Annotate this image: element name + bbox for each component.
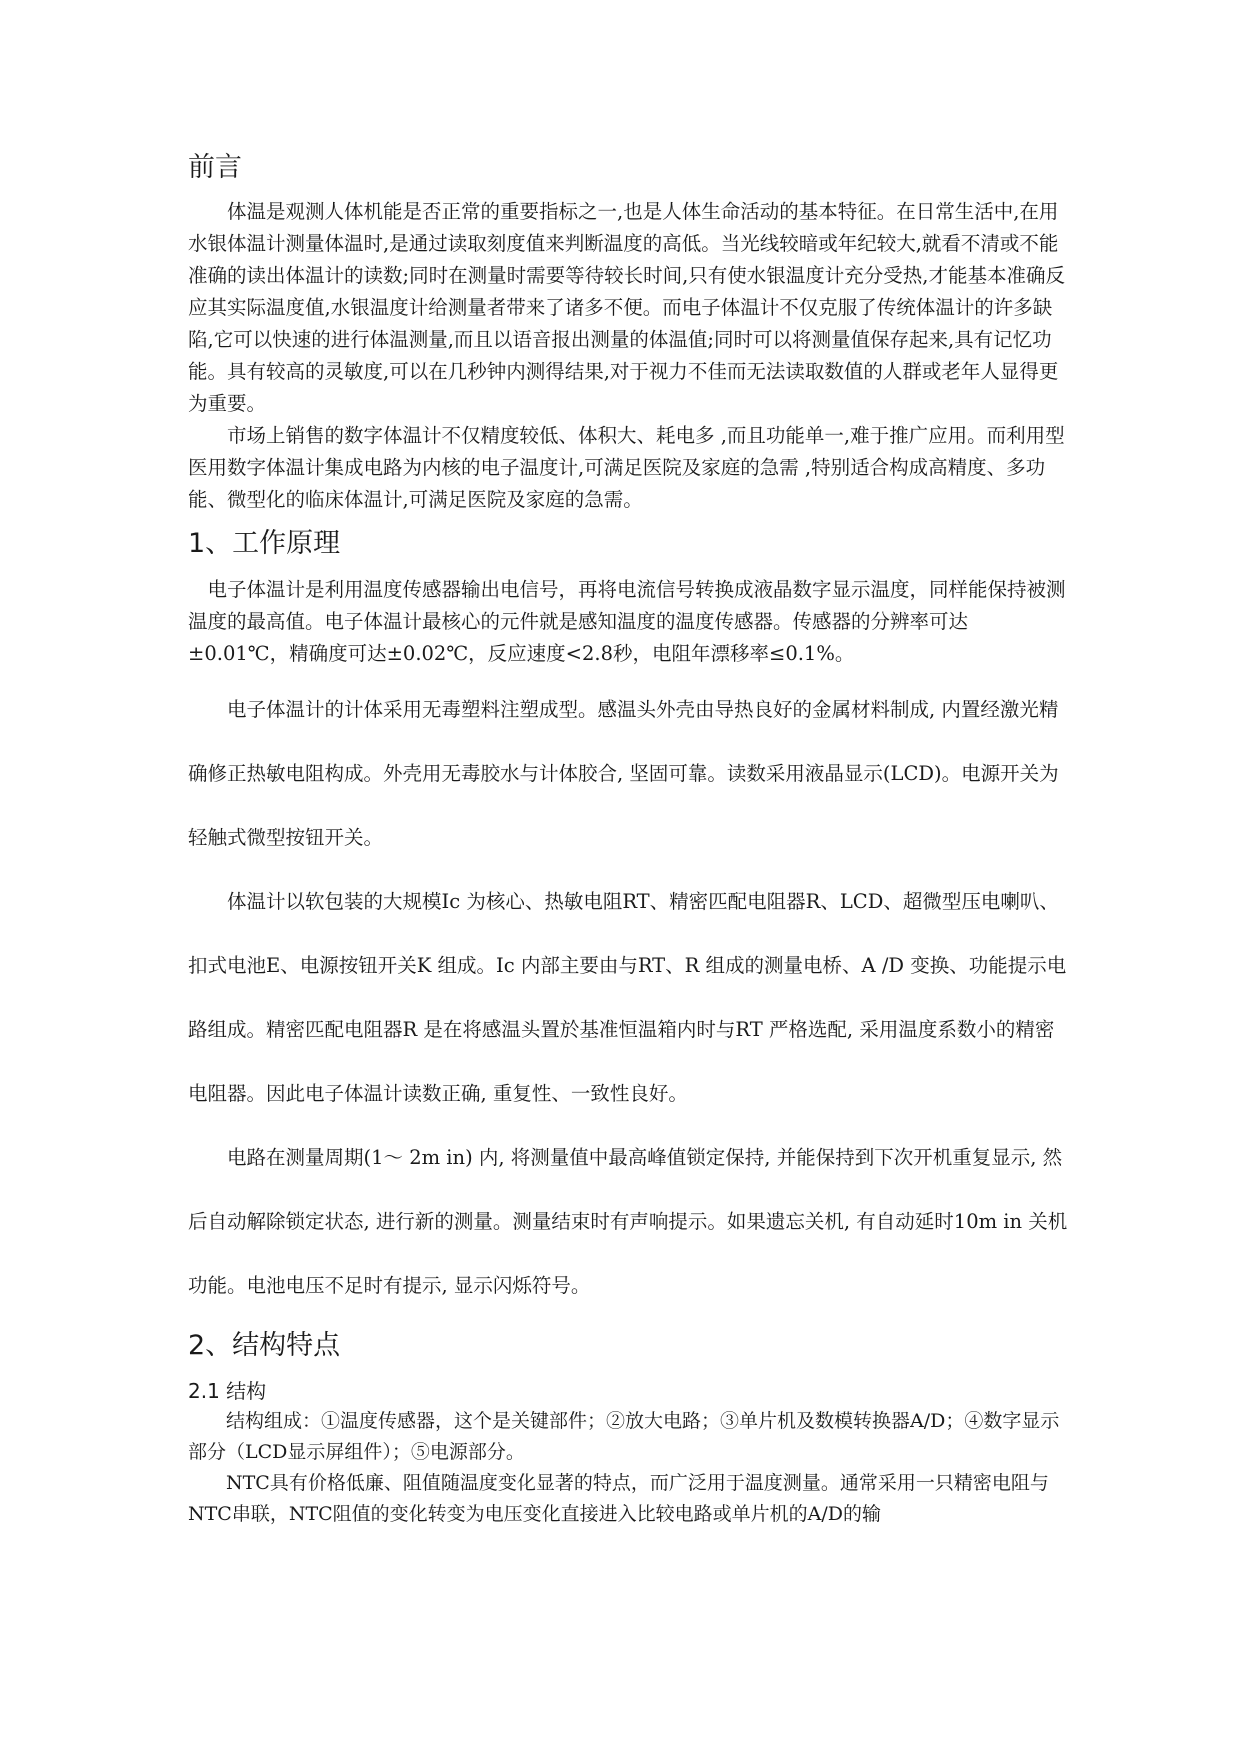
preface-paragraph: 体温是观测人体机能是否正常的重要指标之一,也是人体生命活动的基本特征。在日常生活中,在用水银体温计测量体温时,是通过读取刻度值来判断温度的高低。当光线较暗或年纪较大,就看不清或不能准确的读出体温计的读数;同时在测量时需要等待较长时间,只有使水银温度计充分受热,才能基本准确反应其实际温度值,水银温度计给测量者带来了诸多不便。而电子体温计不仅克服了传统体温计的许多缺陷,它可以快速的进行体温测量,而且以语音报出测量的体温值;同时可以将测量值保存起来,具有记忆功能。具有较高的灵敏度,可以在几秒钟内测得结果,对于视力不佳而无法读取数值的人群或老年人显得更为重要。 — [188, 200, 1065, 415]
subsection-paragraph: 结构组成：①温度传感器，这个是关键部件；②放大电路；③单片机及数模转换器A/D；④数字显示部分（LCD显示屏组件）；⑤电源部分。 — [188, 1410, 1060, 1463]
section-1-paragraph: 体温计以软包装的大规模Ic 为核心、热敏电阻RT、精密匹配电阻器R、LCD、超微型压电喇叭、扣式电池E、电源按钮开关K 组成。Ic 内部主要由与RT、R 组成的测量电桥、A /D 变换、功能提示电路组成。精密匹配电阻器R 是在将感温头置於基准恒温箱内时与RT 严格选配, 采用温度系数小的精密电阻器。因此电子体温计读数正确, 重复性、一致性良好。 — [188, 890, 1067, 1105]
section-1-intro: 电子体温计是利用温度传感器输出电信号，再将电流信号转换成液晶数字显示温度，同样能保持被测温度的最高值。电子体温计最核心的元件就是感知温度的温度传感器。传感器的分辨率可达±0.01℃，精确度可达±0.02℃，反应速度<2.8秒，电阻年漂移率≤0.1%。 — [188, 578, 1066, 665]
section-1-paragraph: 电路在测量周期(1～ 2m in) 内, 将测量值中最高峰值锁定保持, 并能保持到下次开机重复显示, 然后自动解除锁定状态, 进行新的测量。测量结束时有声响提示。如果遗忘关机, 有自动延时10m in 关机功能。电池电压不足时有提示, 显示闪烁符号。 — [188, 1146, 1068, 1297]
preface-paragraph: 市场上销售的数字体温计不仅精度较低、体积大、耗电多 ,而且功能单一,难于推广应用。而利用型医用数字体温计集成电路为内核的电子温度计,可满足医院及家庭的急需 ,特别适合构成高精度、多功能、微型化的临床体温计,可满足医院及家庭的急需。 — [188, 424, 1065, 511]
document-page — [188, 148, 1068, 1530]
subsection-paragraph: NTC具有价格低廉、阻值随温度变化显著的特点，而广泛用于温度测量。通常采用一只精密电阻与NTC串联，NTC阻值的变化转变为电压变化直接进入比较电路或单片机的A/D的输 — [188, 1472, 1049, 1525]
subsection-2-1-heading: 2.1 结构 — [188, 1379, 267, 1403]
preface-heading: 前言 — [188, 152, 242, 183]
section-1-paragraph: 电子体温计的计体采用无毒塑料注塑成型。感温头外壳由导热良好的金属材料制成, 内置经激光精确修正热敏电阻构成。外壳用无毒胶水与计体胶合, 坚固可靠。读数采用液晶显示(LCD)。电源开关为轻触式微型按钮开关。 — [188, 698, 1059, 849]
section-1-heading: 1、工作原理 — [188, 528, 341, 559]
section-2-heading: 2、结构特点 — [188, 1330, 341, 1361]
spacer — [188, 670, 1068, 678]
